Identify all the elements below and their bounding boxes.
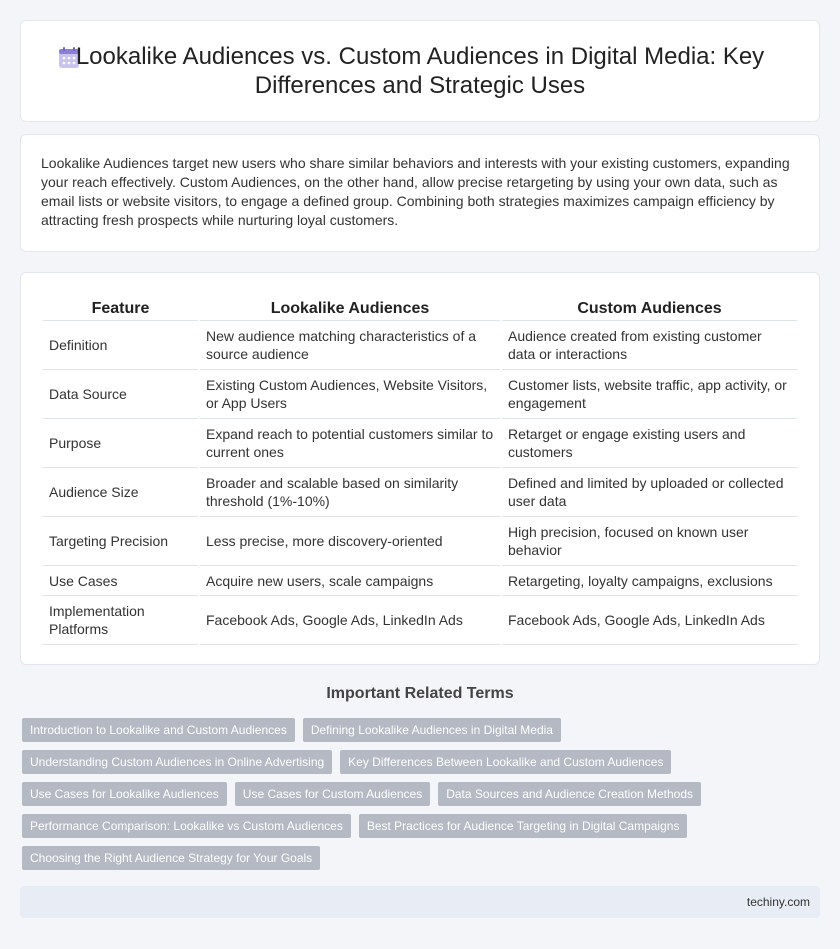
related-terms-title: Important Related Terms — [326, 685, 514, 702]
feature-cell: Definition — [43, 321, 198, 370]
custom-cell: Retarget or engage existing users and customers — [502, 419, 797, 468]
lookalike-cell: Expand reach to potential customers similar to current ones — [200, 419, 500, 468]
header-custom: Custom Audiences — [502, 297, 797, 321]
related-term-link[interactable]: Performance Comparison: Lookalike vs Custom Audiences — [22, 814, 351, 838]
table-row — [43, 321, 797, 370]
footer — [20, 886, 820, 918]
related-term-link[interactable]: Understanding Custom Audiences in Online Advertising — [22, 750, 332, 774]
table-row — [43, 468, 797, 517]
custom-cell: High precision, focused on known user behavior — [502, 517, 797, 566]
header-lookalike: Lookalike Audiences — [200, 297, 500, 321]
related-term-link[interactable]: Key Differences Between Lookalike and Custom Audiences — [340, 750, 671, 774]
table-header-row — [43, 297, 797, 321]
comparison-table — [41, 297, 799, 645]
table-row — [43, 419, 797, 468]
comparison-table-card — [20, 272, 820, 665]
intro-card — [20, 134, 820, 252]
lookalike-cell: Less precise, more discovery-oriented — [200, 517, 500, 566]
related-terms-list — [22, 718, 802, 870]
related-term-link[interactable]: Use Cases for Custom Audiences — [235, 782, 430, 806]
header-feature: Feature — [43, 297, 198, 321]
feature-cell: Use Cases — [43, 566, 198, 596]
table-row — [43, 370, 797, 419]
lookalike-cell: Facebook Ads, Google Ads, LinkedIn Ads — [200, 596, 500, 645]
header-card — [20, 20, 820, 122]
related-term-link[interactable]: Choosing the Right Audience Strategy for Your Goals — [22, 846, 320, 870]
related-term-link[interactable]: Defining Lookalike Audiences in Digital Media — [303, 718, 561, 742]
feature-cell: Targeting Precision — [43, 517, 198, 566]
custom-cell: Retargeting, loyalty campaigns, exclusions — [502, 566, 797, 596]
lookalike-cell: Broader and scalable based on similarity threshold (1%-10%) — [200, 468, 500, 517]
feature-cell: Implementation Platforms — [43, 596, 198, 645]
footer-brand[interactable]: techiny.com — [746, 895, 810, 909]
lookalike-cell: Acquire new users, scale campaigns — [200, 566, 500, 596]
intro-paragraph: Lookalike Audiences target new users who share similar behaviors and interests with your existing customers, expanding your reach effectively. Custom Audiences, on the other hand, allow precise retargeting by using your own data, such as email lists or website visitors, to engage a defined group. Combining both strategies maximizes campaign efficiency by attracting fresh prospects while nurturing loyal customers. — [41, 155, 790, 228]
page-title: Lookalike Audiences vs. Custom Audiences in Digital Media: Key Differences and Strategic Uses — [75, 43, 765, 99]
custom-cell: Defined and limited by uploaded or collected user data — [502, 468, 797, 517]
feature-cell: Audience Size — [43, 468, 198, 517]
lookalike-cell: Existing Custom Audiences, Website Visitors, or App Users — [200, 370, 500, 419]
feature-cell: Data Source — [43, 370, 198, 419]
related-term-link[interactable]: Introduction to Lookalike and Custom Audiences — [22, 718, 295, 742]
feature-cell: Purpose — [43, 419, 198, 468]
lookalike-cell: New audience matching characteristics of a source audience — [200, 321, 500, 370]
custom-cell: Facebook Ads, Google Ads, LinkedIn Ads — [502, 596, 797, 645]
table-row — [43, 566, 797, 596]
table-row — [43, 596, 797, 645]
related-term-link[interactable]: Best Practices for Audience Targeting in Digital Campaigns — [359, 814, 688, 838]
custom-cell: Audience created from existing customer data or interactions — [502, 321, 797, 370]
table-row — [43, 517, 797, 566]
related-term-link[interactable]: Use Cases for Lookalike Audiences — [22, 782, 227, 806]
related-term-link[interactable]: Data Sources and Audience Creation Methods — [438, 782, 701, 806]
custom-cell: Customer lists, website traffic, app activity, or engagement — [502, 370, 797, 419]
